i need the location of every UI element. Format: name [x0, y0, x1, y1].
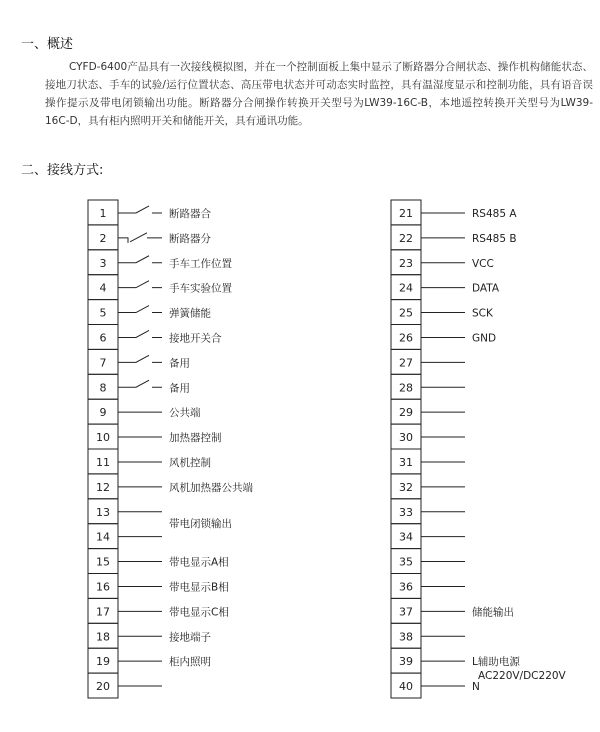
- terminal-label: VCC: [472, 257, 494, 270]
- right-terminal-block: [391, 200, 520, 698]
- terminal-number: 9: [99, 406, 107, 420]
- terminal-label: 断路器分: [169, 232, 211, 245]
- terminal-label: 柜内照明: [169, 656, 211, 669]
- terminal-label: SCK: [472, 307, 493, 320]
- no-contact-symbol: [118, 330, 162, 337]
- left-terminal-block: [88, 200, 253, 698]
- terminal-number: 26: [399, 331, 413, 345]
- terminal-number: 17: [96, 605, 110, 619]
- terminal-number: 40: [399, 680, 413, 694]
- terminal-number: 35: [399, 555, 413, 569]
- live-lock-output-label: 带电闭锁输出: [169, 518, 232, 530]
- section2-title: 二、接线方式:: [21, 163, 104, 178]
- terminal-label: 带电显示C相: [169, 606, 229, 619]
- terminal-label: RS485 B: [472, 232, 517, 245]
- terminal-label: 储能输出: [472, 606, 514, 619]
- terminal-number: 11: [96, 455, 110, 469]
- terminal-label: 加热器控制: [169, 432, 222, 445]
- terminal-number: 39: [399, 655, 413, 669]
- terminal-label: 带电显示B相: [169, 581, 229, 594]
- terminal-label: RS485 A: [472, 207, 517, 220]
- section1-title: 一、概述: [21, 37, 74, 52]
- no-contact-symbol: [118, 256, 162, 263]
- terminal-label: 接地端子: [169, 631, 211, 644]
- terminal-number: 28: [399, 381, 413, 395]
- no-contact-symbol: [118, 206, 162, 213]
- terminal-number: 16: [96, 580, 110, 594]
- terminal-number: 1: [99, 206, 107, 220]
- terminal-label: 公共端: [169, 407, 201, 420]
- aux-power-spec-label: AC220V/DC220V: [478, 670, 566, 682]
- terminal-number: 23: [399, 256, 413, 270]
- terminal-label: N: [472, 681, 480, 694]
- terminal-number: 2: [99, 231, 107, 245]
- terminal-number: 24: [399, 281, 413, 295]
- no-contact-symbol: [118, 281, 162, 288]
- terminal-label: 风机控制: [169, 456, 211, 469]
- terminal-label: 接地开关合: [169, 332, 222, 345]
- terminal-number: 29: [399, 406, 413, 420]
- no-contact-symbol: [118, 306, 162, 313]
- terminal-number: 34: [399, 530, 413, 544]
- terminal-number: 13: [96, 505, 110, 519]
- terminal-label: 备用: [169, 382, 190, 395]
- terminal-number: 8: [99, 381, 107, 395]
- terminal-number: 7: [99, 356, 107, 370]
- terminal-label: DATA: [472, 282, 500, 295]
- terminal-label: 风机加热器公共端: [169, 481, 253, 494]
- terminal-number: 33: [399, 505, 413, 519]
- terminal-number: 31: [399, 455, 413, 469]
- terminal-number: 32: [399, 480, 413, 494]
- terminal-number: 4: [99, 281, 107, 295]
- terminal-number: 14: [96, 530, 110, 544]
- no-contact-symbol: [118, 355, 162, 362]
- terminal-number: 25: [399, 306, 413, 320]
- terminal-label: 断路器合: [169, 207, 211, 220]
- terminal-number: 15: [96, 555, 110, 569]
- terminal-label: 手车实验位置: [169, 282, 232, 295]
- terminal-label: 弹簧储能: [169, 307, 211, 320]
- terminal-number: 3: [99, 256, 107, 270]
- terminal-number: 22: [399, 231, 413, 245]
- terminal-number: 37: [399, 605, 413, 619]
- nc-contact-symbol: [118, 233, 162, 243]
- terminal-number: 19: [96, 655, 110, 669]
- terminal-label: 带电显示A相: [169, 556, 229, 569]
- terminal-label: 备用: [169, 357, 190, 370]
- terminal-number: 38: [399, 630, 413, 644]
- terminal-number: 21: [399, 206, 413, 220]
- terminal-number: 30: [399, 431, 413, 445]
- terminal-number: 12: [96, 480, 110, 494]
- terminal-label: L辅助电源: [472, 656, 520, 669]
- terminal-number: 10: [96, 431, 110, 445]
- terminal-number: 5: [99, 306, 107, 320]
- overview-paragraph: CYFD-6400产品具有一次接线模拟图，并在一个控制面板上集中显示了断路器分合闸状态、操作机构储能状态、接地刀状态、手车的试验/运行位置状态、高压带电状态并可动态实时监控，具有温湿度显示和控制功能，具有语音误操作提示及带电闭锁输出功能。断路器分合闸操作转换开关型号为LW39-16C-B，本地遥控转换开关型号为LW39-16C-D，具有柜内照明开关和储能开关，具有通讯功能。: [45, 61, 593, 127]
- no-contact-symbol: [118, 380, 162, 387]
- terminal-label: GND: [472, 332, 497, 345]
- terminal-number: 27: [399, 356, 413, 370]
- terminal-label: 手车工作位置: [169, 257, 232, 270]
- terminal-number: 20: [96, 680, 110, 694]
- terminal-number: 6: [99, 331, 107, 345]
- terminal-number: 18: [96, 630, 110, 644]
- terminal-number: 36: [399, 580, 413, 594]
